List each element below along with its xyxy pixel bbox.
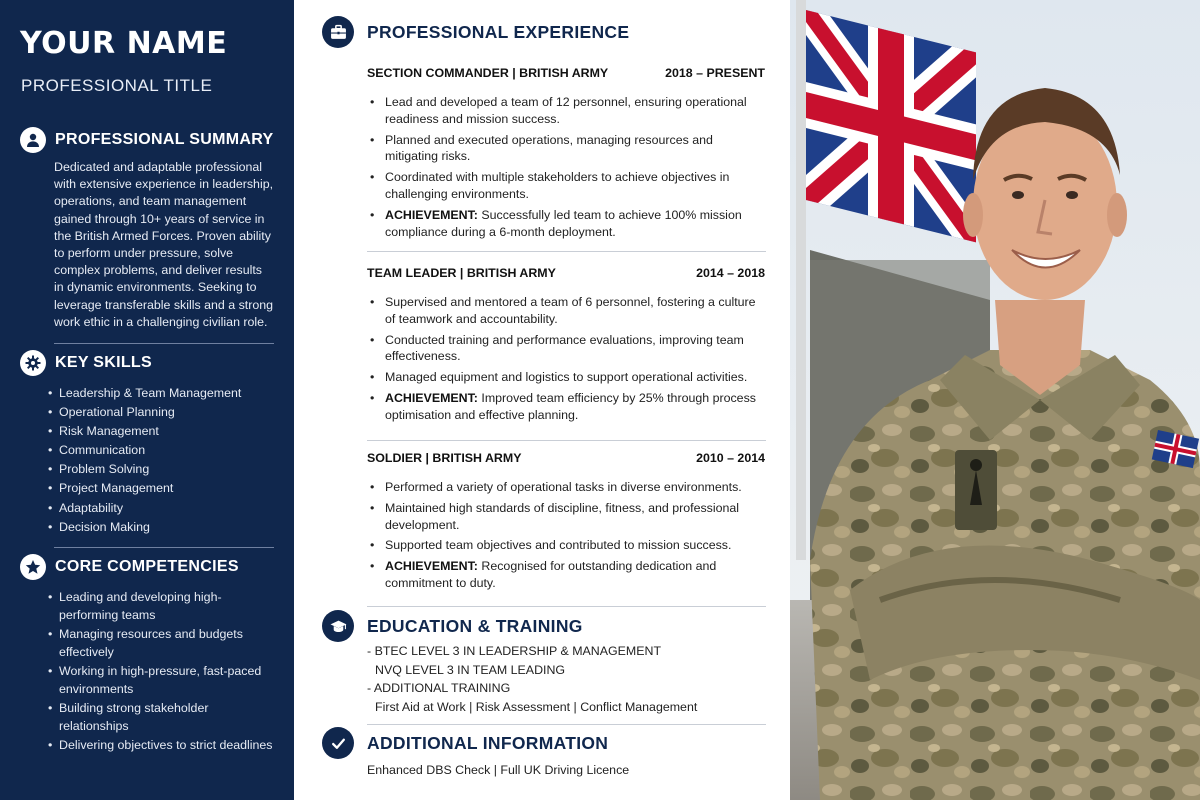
list-item: • Operational Planning xyxy=(48,403,274,422)
achievement-text: Improved team efficiency by 25% through process optimisation and effective planning. xyxy=(385,390,756,422)
skills-list xyxy=(48,384,274,537)
list-item: • Adaptability xyxy=(48,499,274,518)
list-item: • Problem Solving xyxy=(48,460,274,479)
soldier-photo-illustration xyxy=(790,0,1200,800)
job-dates: 2018 – PRESENT xyxy=(665,66,765,80)
list-item: • Conducted training and performance evaluations, improving team effectiveness. xyxy=(369,332,765,366)
achievement-item xyxy=(369,207,765,241)
list-item: • Risk Management xyxy=(48,422,274,441)
checkmark-icon xyxy=(322,727,354,759)
summary-text: Dedicated and adaptable professional with extensive experience in leadership, operations, and team management gained through 10+ years of service in the British Armed Forces. Proven ability to perform under pressure, solve complex problems, and deliver results in dynamic environments. Seeking to leverage transferable skills and a strong work ethic in a challenging civilian role. xyxy=(54,160,274,329)
job-entry xyxy=(367,266,765,428)
section-divider xyxy=(367,251,766,252)
list-item: • Building strong stakeholder relationships xyxy=(48,699,278,735)
graduation-cap-icon xyxy=(322,610,354,642)
list-item: • Delivering objectives to strict deadlines xyxy=(48,736,278,754)
achievement-label: ACHIEVEMENT: xyxy=(385,390,478,405)
section-divider xyxy=(367,606,766,607)
achievement-text: Successfully led team to achieve 100% mission compliance during a 6-month deployment. xyxy=(385,207,742,239)
job-dates: 2014 – 2018 xyxy=(696,266,765,280)
professional-title: PROFESSIONAL TITLE xyxy=(21,76,213,95)
additional-text: Enhanced DBS Check | Full UK Driving Licence xyxy=(367,763,630,777)
list-item: - BTEC LEVEL 3 IN LEADERSHIP & MANAGEMENT xyxy=(367,642,697,661)
list-item: • Managing resources and budgets effectively xyxy=(48,625,278,661)
list-item: • Supported team objectives and contributed to mission success. xyxy=(369,537,765,554)
list-item: First Aid at Work | Risk Assessment | Conflict Management xyxy=(375,699,698,714)
education-heading: EDUCATION & TRAINING xyxy=(367,615,583,636)
list-item: • Planned and executed operations, managing resources and mitigating risks. xyxy=(369,132,765,166)
achievement-label: ACHIEVEMENT: xyxy=(385,559,478,574)
sidebar-divider xyxy=(54,547,274,548)
summary-heading: PROFESSIONAL SUMMARY xyxy=(55,131,274,148)
section-divider xyxy=(367,724,766,725)
list-item: • Maintained high standards of discipline, fitness, and professional development. xyxy=(369,500,765,534)
list-item: - ADDITIONAL TRAINING xyxy=(367,679,697,698)
achievement-label: ACHIEVEMENT: xyxy=(385,207,478,222)
summary-section xyxy=(20,126,274,331)
list-item: • Leading and developing high-performing teams xyxy=(48,588,278,624)
sidebar xyxy=(0,0,294,800)
experience-header xyxy=(322,16,629,48)
list-item: • Lead and developed a team of 12 personnel, ensuring operational readiness and mission success. xyxy=(369,94,765,128)
gear-icon xyxy=(20,350,46,376)
achievement-item xyxy=(369,390,765,424)
job-title: SOLDIER | BRITISH ARMY xyxy=(367,451,522,465)
additional-heading: ADDITIONAL INFORMATION xyxy=(367,732,609,753)
list-item: • Working in high-pressure, fast-paced environments xyxy=(48,662,278,698)
profile-photo xyxy=(790,0,1200,800)
list-item: • Project Management xyxy=(48,479,274,498)
achievement-item xyxy=(369,558,765,592)
list-item: NVQ LEVEL 3 IN TEAM LEADING xyxy=(375,662,566,677)
job-title: TEAM LEADER | BRITISH ARMY xyxy=(367,266,556,280)
person-icon xyxy=(20,127,46,153)
skills-section xyxy=(20,349,274,537)
job-entry xyxy=(367,66,765,244)
competencies-list xyxy=(48,588,278,754)
star-icon xyxy=(20,554,46,580)
additional-header xyxy=(322,727,608,759)
competencies-heading: CORE COMPETENCIES xyxy=(55,558,239,575)
candidate-name: YOUR NAME xyxy=(20,26,228,61)
list-item: • Leadership & Team Management xyxy=(48,384,274,403)
skills-heading: KEY SKILLS xyxy=(55,354,152,371)
job-entry xyxy=(367,451,765,596)
competencies-section xyxy=(20,553,274,755)
sidebar-divider xyxy=(54,343,274,344)
list-item: • Coordinated with multiple stakeholders to achieve objectives in challenging environments. xyxy=(369,169,765,203)
job-dates: 2010 – 2014 xyxy=(696,451,765,465)
list-item: • Decision Making xyxy=(48,518,274,537)
list-item: • Performed a variety of operational tasks in diverse environments. xyxy=(369,479,765,496)
achievement-text: Recognised for outstanding dedication and commitment to duty. xyxy=(385,559,717,590)
education-list xyxy=(367,642,697,716)
section-divider xyxy=(367,440,766,441)
education-header xyxy=(322,610,583,642)
list-item: • Communication xyxy=(48,441,274,460)
list-item: • Managed equipment and logistics to support operational activities. xyxy=(369,369,765,386)
job-title: SECTION COMMANDER | BRITISH ARMY xyxy=(367,66,609,80)
briefcase-icon xyxy=(322,16,354,48)
experience-heading: PROFESSIONAL EXPERIENCE xyxy=(367,21,630,42)
main-column xyxy=(294,0,790,800)
list-item: • Supervised and mentored a team of 6 personnel, fostering a culture of teamwork and accountability. xyxy=(369,294,765,328)
